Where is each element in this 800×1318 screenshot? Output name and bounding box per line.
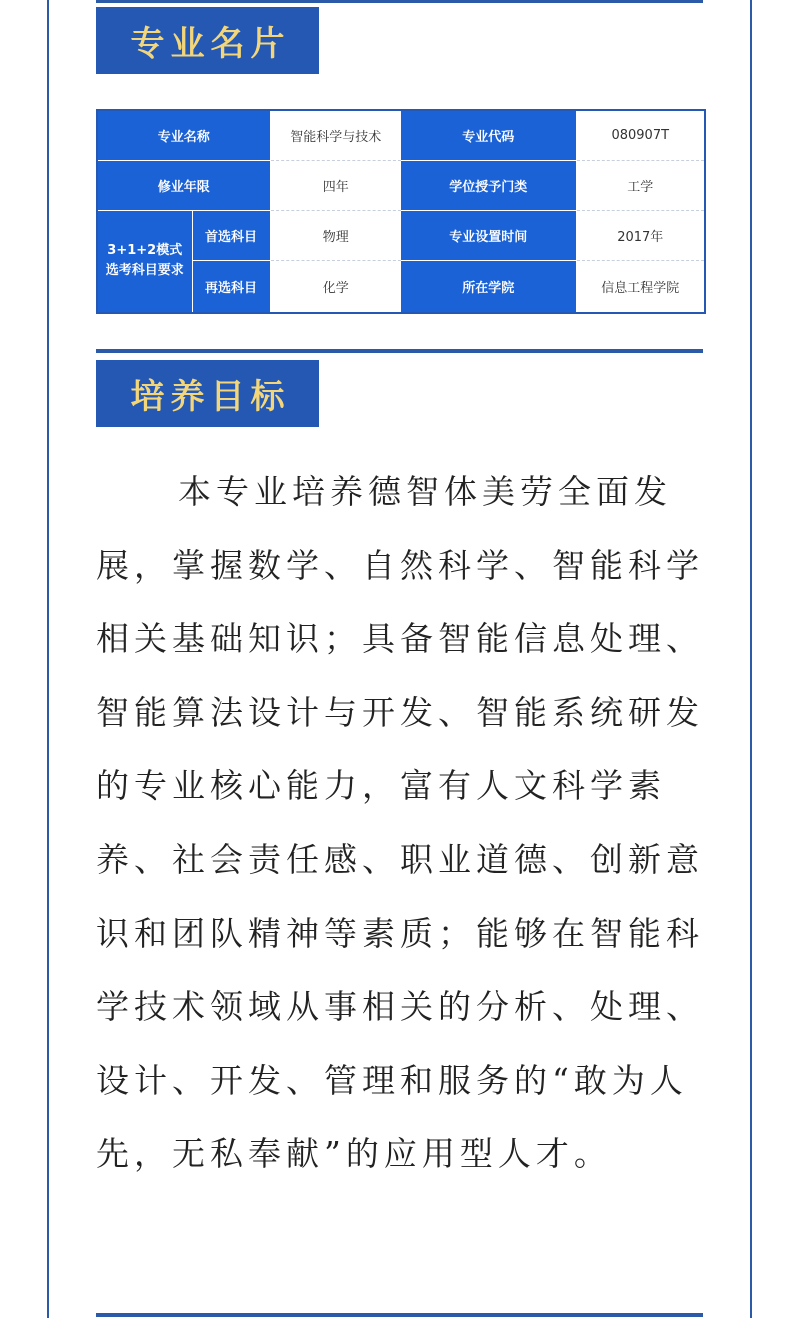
second-choice-value: 化学 <box>270 261 401 313</box>
top-divider <box>96 0 703 3</box>
table-row <box>97 210 705 261</box>
table-row <box>97 110 705 161</box>
college-label: 所在学院 <box>401 261 576 313</box>
subject-requirement-label-line1: 3+1+2模式 <box>107 243 183 259</box>
training-goal-paragraph: 本专业培养德智体美劳全面发展，掌握数学、自然科学、智能科学相关基础知识；具备智能信息处理、智能算法设计与开发、智能系统研发的专业核心能力，富有人文科学素养、社会责任感、职业道德、创新意识和团队精神等素质；能够在智能科学技术领域从事相关的分析、处理、设计、开发、管理和服务的“敢为人先，无私奉献”的应用型人才。 <box>96 472 704 1174</box>
major-info-table <box>96 109 706 314</box>
degree-value: 工学 <box>576 161 705 211</box>
duration-value: 四年 <box>270 161 401 211</box>
major-name-label: 专业名称 <box>97 110 270 161</box>
major-code-value: 080907T <box>576 110 705 161</box>
duration-label: 修业年限 <box>97 161 270 211</box>
college-value: 信息工程学院 <box>576 261 705 313</box>
section-divider <box>96 349 703 353</box>
page-right-border <box>750 0 752 1318</box>
major-code-label: 专业代码 <box>401 110 576 161</box>
major-name-value: 智能科学与技术 <box>270 110 401 161</box>
degree-label: 学位授予门类 <box>401 161 576 211</box>
section-heading-training-goal: 培养目标 <box>96 360 319 427</box>
established-value: 2017年 <box>576 210 705 261</box>
second-choice-label: 再选科目 <box>192 261 270 313</box>
first-choice-value: 物理 <box>270 210 401 261</box>
subject-requirement-label <box>97 210 192 313</box>
section-heading-major-card: 专业名片 <box>96 7 319 74</box>
bottom-divider <box>96 1313 703 1317</box>
established-label: 专业设置时间 <box>401 210 576 261</box>
table-row <box>97 161 705 211</box>
page-left-border <box>47 0 49 1318</box>
first-choice-label: 首选科目 <box>192 210 270 261</box>
subject-requirement-label-line2: 选考科目要求 <box>105 263 184 279</box>
